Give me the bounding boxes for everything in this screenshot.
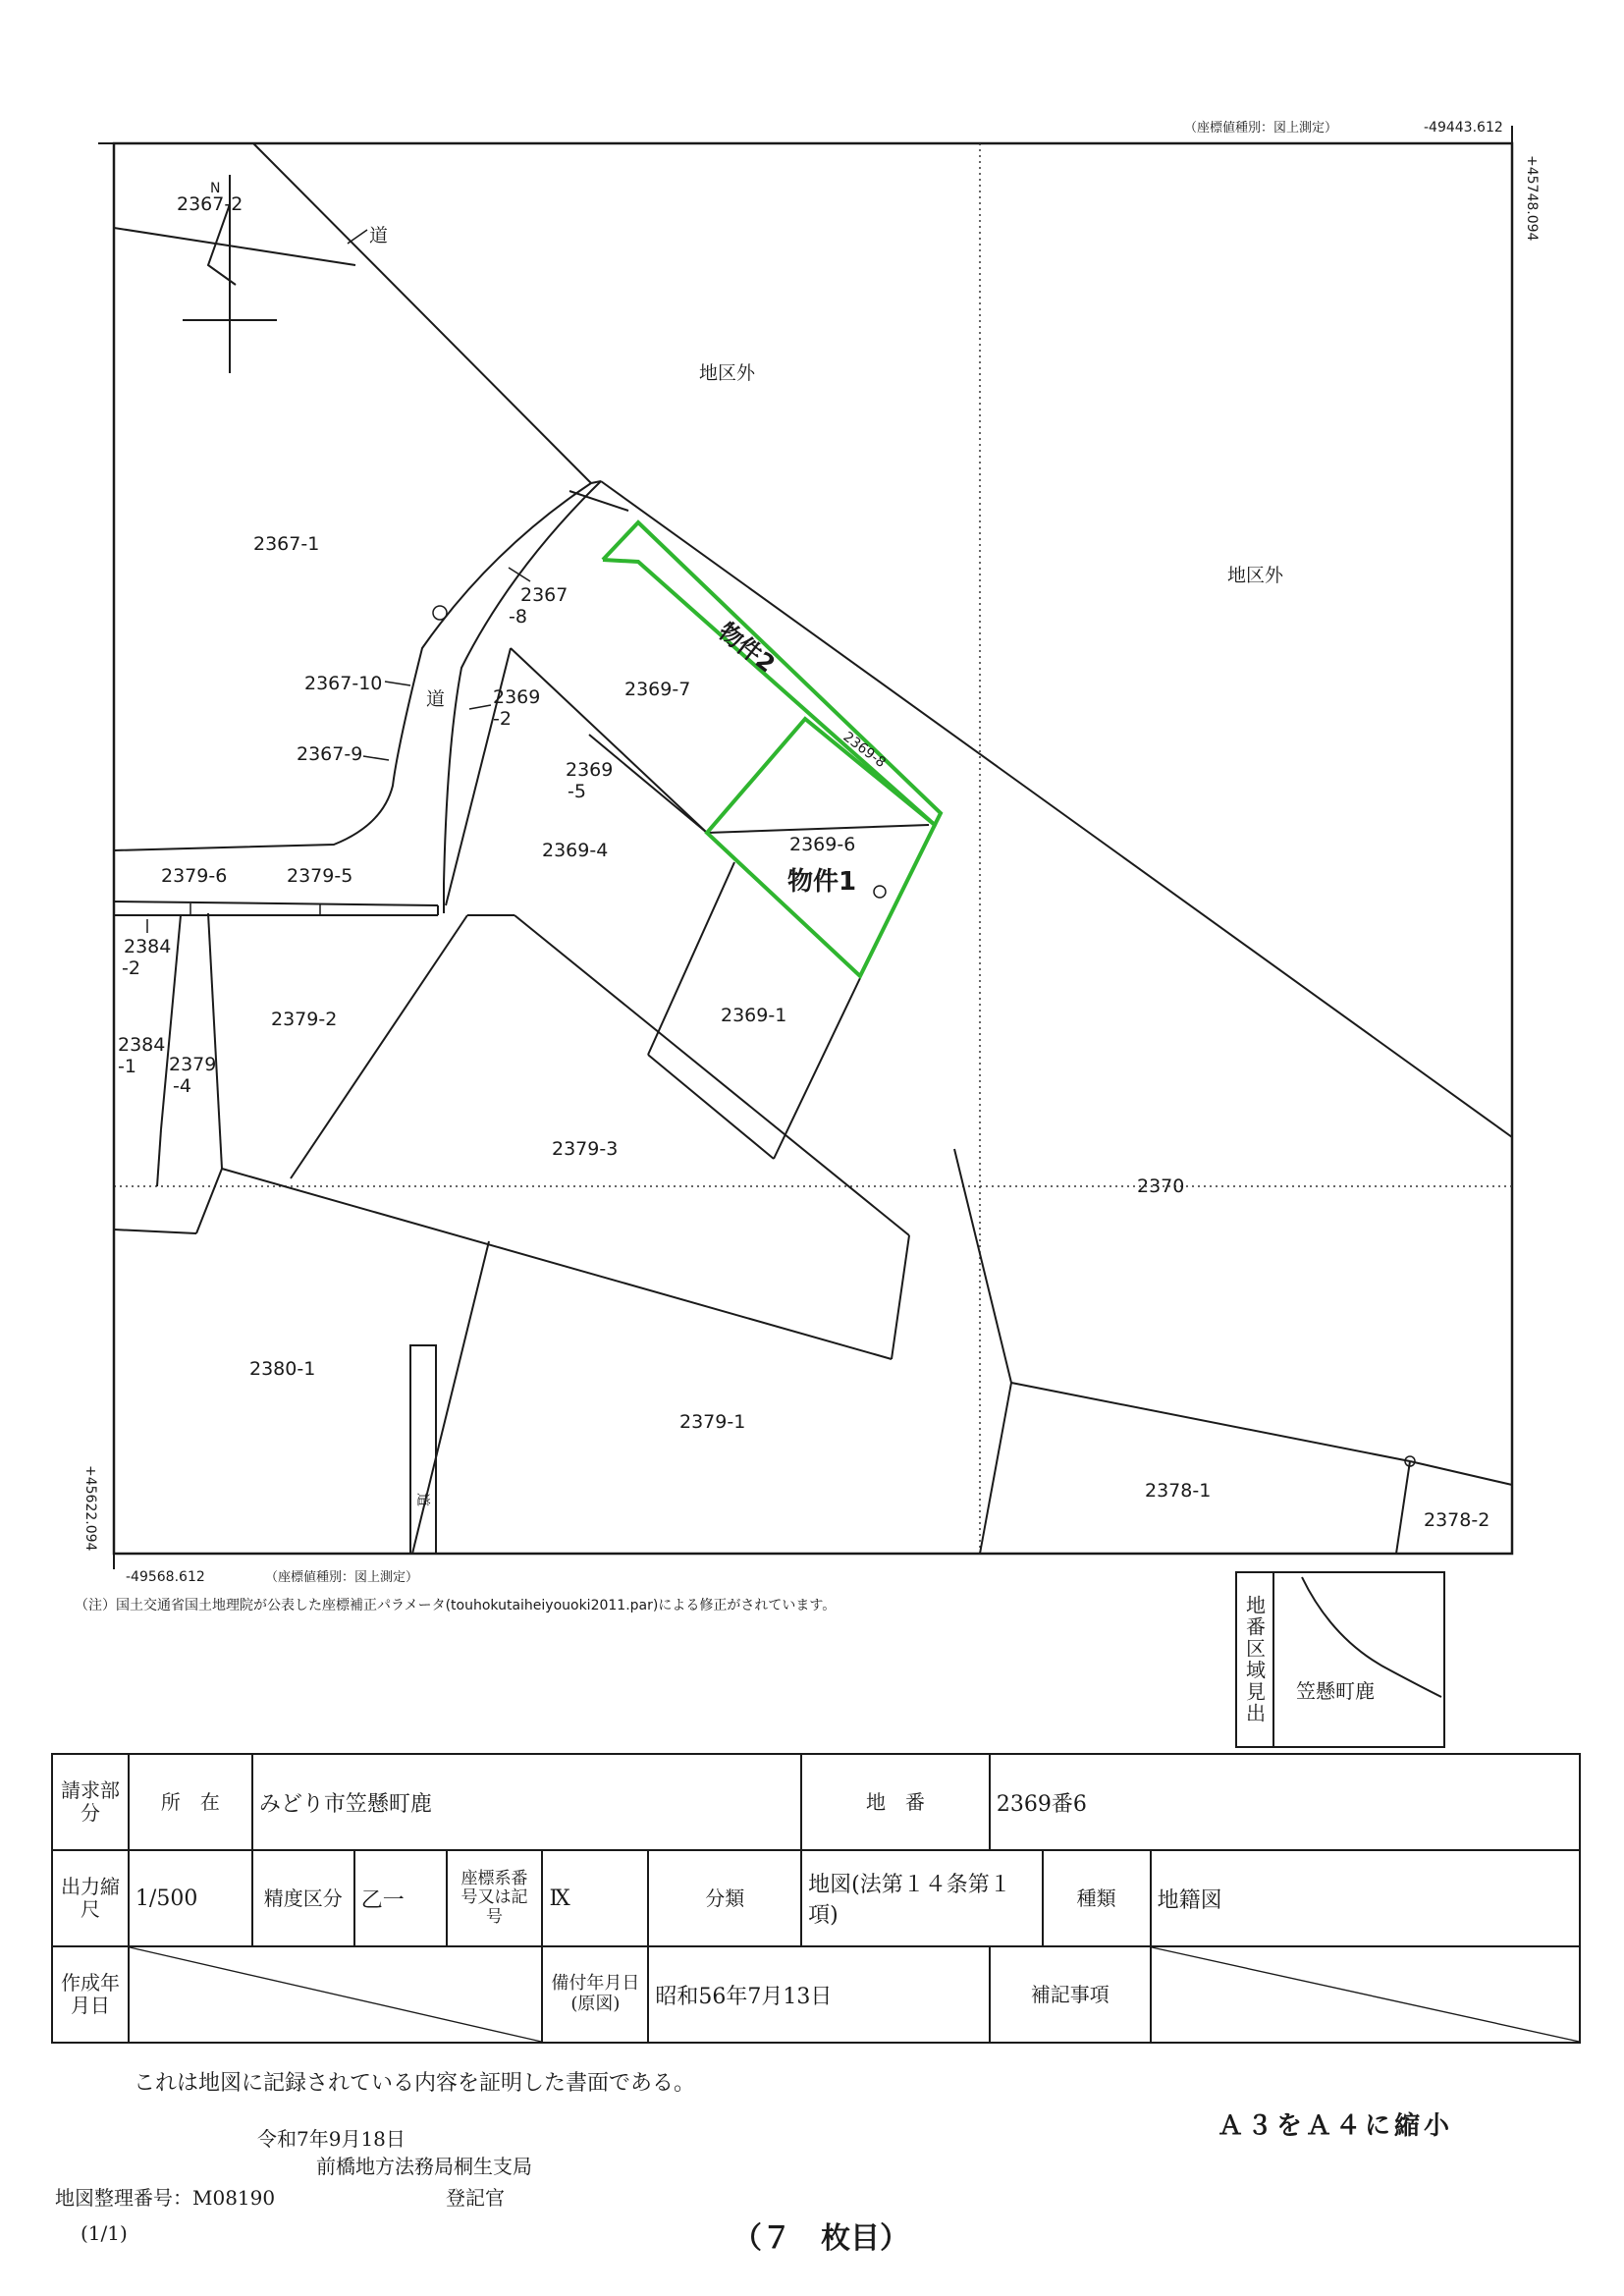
property-highlight bbox=[603, 522, 941, 976]
type-label: 種類 bbox=[1043, 1850, 1151, 1946]
road-label: 道 bbox=[426, 688, 446, 710]
coord-top-x: -49443.612 bbox=[1424, 120, 1503, 136]
parcel-label: 2367-1 bbox=[253, 533, 320, 555]
parcel-label: 2379-3 bbox=[552, 1138, 619, 1160]
parcel-label: 2367-9 bbox=[297, 743, 363, 765]
class-value: 地図(法第１４条第１項) bbox=[801, 1850, 1043, 1946]
lot-label: 地 番 bbox=[801, 1754, 990, 1850]
scale-value: 1/500 bbox=[129, 1850, 252, 1946]
coord-top-note: （座標値種別：図上測定） bbox=[1184, 121, 1338, 136]
page-indicator: (1/1) bbox=[81, 2221, 128, 2245]
north-label: N bbox=[210, 181, 221, 196]
class-label: 分類 bbox=[648, 1850, 801, 1946]
accuracy-value: 乙一 bbox=[354, 1850, 447, 1946]
parcel-label: 2367-10 bbox=[304, 673, 383, 694]
kept-label: 備付年月日(原図) bbox=[542, 1946, 648, 2043]
parcel-label: 2369-1 bbox=[721, 1005, 787, 1026]
map-number: 地図整理番号：M08190 bbox=[55, 2186, 276, 2210]
parcel-label: 2369-8 bbox=[839, 729, 889, 772]
remarks-label: 補記事項 bbox=[990, 1946, 1151, 2043]
kept-value: 昭和56年7月13日 bbox=[648, 1946, 990, 2043]
svg-text:2379: 2379 bbox=[169, 1054, 217, 1075]
svg-text:-4: -4 bbox=[173, 1075, 191, 1097]
coord-system-value: Ⅸ bbox=[542, 1850, 648, 1946]
svg-text:2384: 2384 bbox=[124, 936, 172, 957]
remarks-value-empty bbox=[1151, 1946, 1580, 2043]
parcel-label-2384-1 bbox=[118, 1034, 165, 1077]
road-label: 道 bbox=[369, 225, 389, 246]
coord-left-y: +45622.094 bbox=[82, 1465, 98, 1552]
type-value: 地籍図 bbox=[1151, 1850, 1580, 1946]
sheet-number: （７ 枚目） bbox=[732, 2221, 909, 2256]
coord-bottom-x: -49568.612 bbox=[126, 1569, 205, 1585]
svg-text:2369: 2369 bbox=[566, 759, 614, 781]
parcel-label: 2378-1 bbox=[1145, 1480, 1212, 1502]
index-map-place: 笠懸町鹿 bbox=[1296, 1679, 1375, 1703]
svg-text:-8: -8 bbox=[509, 606, 527, 628]
coord-system-label: 座標系番号又は記号 bbox=[447, 1850, 543, 1946]
location-label: 所 在 bbox=[129, 1754, 252, 1850]
coord-bottom-note: （座標値種別：図上測定） bbox=[265, 1570, 419, 1585]
property-1-label: 物件1 bbox=[787, 867, 857, 897]
property-2-outline bbox=[603, 522, 941, 825]
registrar-label: 登記官 bbox=[446, 2186, 505, 2210]
svg-text:-1: -1 bbox=[118, 1056, 136, 1077]
certificate-info-table bbox=[51, 1753, 1581, 2044]
road-label: 道 bbox=[414, 1493, 430, 1506]
parcel-label: 2380-1 bbox=[249, 1358, 316, 1380]
location-value: みどり市笠懸町鹿 bbox=[252, 1754, 801, 1850]
parcel-label: 2370 bbox=[1137, 1175, 1185, 1197]
index-map-title: 地番区域見出 bbox=[1237, 1573, 1274, 1746]
parcel-label-2369-2 bbox=[493, 686, 540, 730]
scale-label: 出力縮尺 bbox=[52, 1850, 129, 1946]
parcel-label: 2369-6 bbox=[789, 834, 856, 855]
svg-text:2367: 2367 bbox=[520, 584, 568, 606]
property-2-label: 物件2 bbox=[713, 617, 781, 679]
svg-text:2384: 2384 bbox=[118, 1034, 166, 1056]
parcel-label: 2379-1 bbox=[679, 1411, 746, 1433]
outside-area-label: 地区外 bbox=[1227, 565, 1284, 586]
parcel-label-2384-2 bbox=[122, 936, 171, 979]
parcel-label: 2379-6 bbox=[161, 865, 228, 887]
index-map bbox=[1235, 1571, 1445, 1748]
issue-date: 令和7年9月18日 bbox=[257, 2127, 406, 2151]
parcel-label: 2379-2 bbox=[271, 1009, 338, 1030]
parcel-label-2369-5 bbox=[566, 759, 613, 802]
coordinate-note: （注）国土交通省国土地理院が公表した座標補正パラメータ(touhokutaiheiyouoki2011.par)による修正がされています。 bbox=[75, 1598, 837, 1613]
parcel-label: 2369-7 bbox=[624, 679, 691, 700]
svg-text:-2: -2 bbox=[493, 708, 512, 730]
issuing-office: 前橋地方法務局桐生支局 bbox=[316, 2155, 532, 2178]
parcel-label: 2378-2 bbox=[1424, 1509, 1490, 1531]
certification-text: これは地図に記録されている内容を証明した書面である。 bbox=[134, 2071, 696, 2096]
parcel-label: 2379-5 bbox=[287, 865, 353, 887]
requester-label: 請求部分 bbox=[52, 1754, 129, 1850]
svg-text:-5: -5 bbox=[568, 781, 586, 802]
parcel-label-2379-4 bbox=[169, 1054, 216, 1097]
parcel-label-2367-8 bbox=[509, 584, 568, 628]
svg-text:-2: -2 bbox=[122, 957, 140, 979]
parcel-label: 2369-4 bbox=[542, 840, 609, 861]
reduction-note: Ａ３をＡ４に縮小 bbox=[1218, 2111, 1454, 2141]
accuracy-label: 精度区分 bbox=[252, 1850, 354, 1946]
parcel-label: 2367-2 bbox=[177, 193, 244, 215]
created-value-empty bbox=[129, 1946, 543, 2043]
coord-right-y: +45748.094 bbox=[1524, 155, 1540, 242]
index-map-sketch bbox=[1274, 1573, 1443, 1746]
outside-area-label: 地区外 bbox=[699, 362, 756, 384]
lot-value: 2369番6 bbox=[990, 1754, 1580, 1850]
svg-text:2369: 2369 bbox=[493, 686, 541, 708]
created-label: 作成年月日 bbox=[52, 1946, 129, 2043]
